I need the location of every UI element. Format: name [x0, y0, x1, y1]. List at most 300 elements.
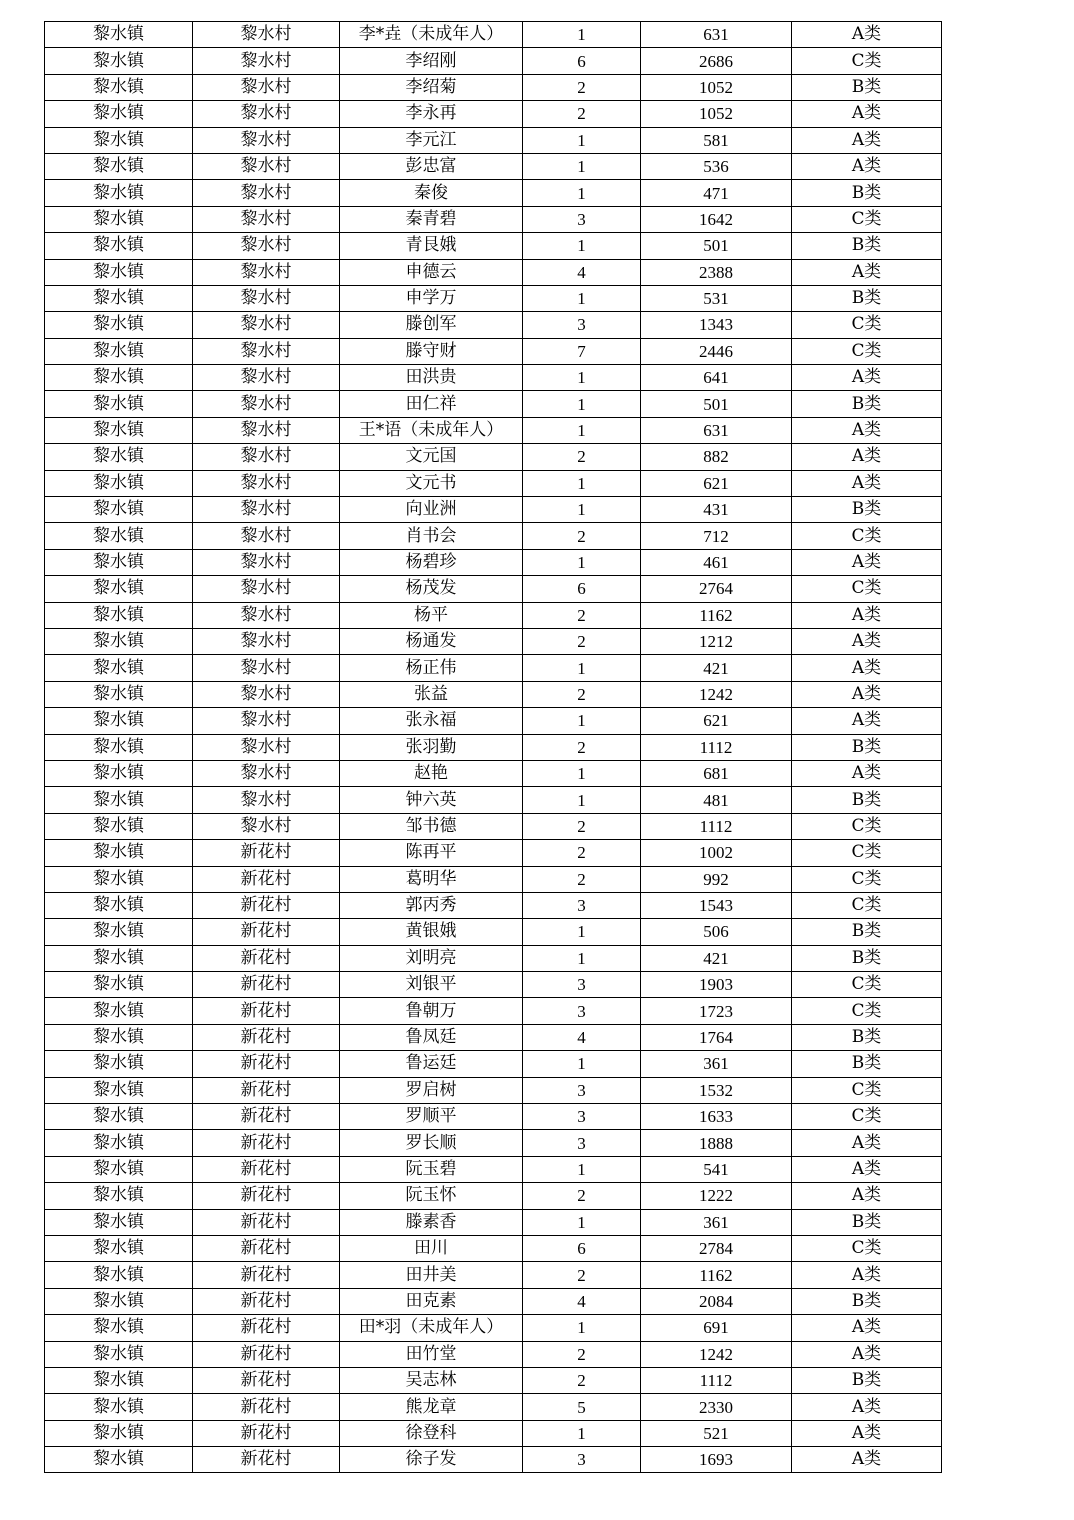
village-cell: 黎水村 [193, 312, 340, 338]
name-cell: 杨碧珍 [340, 549, 523, 575]
town-cell: 黎水镇 [45, 1394, 193, 1420]
amount-cell: 481 [641, 787, 792, 813]
name-cell: 田克素 [340, 1288, 523, 1314]
town-cell: 黎水镇 [45, 1341, 193, 1367]
table-row [45, 760, 942, 786]
village-cell: 黎水村 [193, 101, 340, 127]
amount-cell: 2388 [641, 259, 792, 285]
name-cell: 田洪贵 [340, 365, 523, 391]
name-cell: 张益 [340, 681, 523, 707]
village-cell: 黎水村 [193, 365, 340, 391]
name-cell: 王*语（未成年人） [340, 417, 523, 443]
category-cell: B类 [792, 945, 942, 971]
amount-cell: 631 [641, 417, 792, 443]
category-cell: B类 [792, 285, 942, 311]
amount-cell: 521 [641, 1420, 792, 1446]
name-cell: 申学万 [340, 285, 523, 311]
amount-cell: 471 [641, 180, 792, 206]
household-size-cell: 4 [523, 259, 641, 285]
table-row [45, 1262, 942, 1288]
category-cell: A类 [792, 22, 942, 48]
category-cell: A类 [792, 153, 942, 179]
household-size-cell: 7 [523, 338, 641, 364]
town-cell: 黎水镇 [45, 602, 193, 628]
category-cell: A类 [792, 127, 942, 153]
table-row [45, 1077, 942, 1103]
village-cell: 新花村 [193, 1209, 340, 1235]
table-row [45, 74, 942, 100]
name-cell: 吴志林 [340, 1367, 523, 1393]
table-row [45, 497, 942, 523]
town-cell: 黎水镇 [45, 48, 193, 74]
name-cell: 秦俊 [340, 180, 523, 206]
table-row [45, 945, 942, 971]
category-cell: C类 [792, 312, 942, 338]
town-cell: 黎水镇 [45, 840, 193, 866]
table-row [45, 1209, 942, 1235]
village-cell: 新花村 [193, 866, 340, 892]
household-size-cell: 1 [523, 470, 641, 496]
category-cell: A类 [792, 470, 942, 496]
category-cell: C类 [792, 576, 942, 602]
category-cell: C类 [792, 48, 942, 74]
amount-cell: 2084 [641, 1288, 792, 1314]
town-cell: 黎水镇 [45, 576, 193, 602]
category-cell: A类 [792, 708, 942, 734]
amount-cell: 1764 [641, 1024, 792, 1050]
category-cell: A类 [792, 1183, 942, 1209]
name-cell: 田仁祥 [340, 391, 523, 417]
town-cell: 黎水镇 [45, 866, 193, 892]
table-row [45, 233, 942, 259]
town-cell: 黎水镇 [45, 153, 193, 179]
village-cell: 黎水村 [193, 470, 340, 496]
town-cell: 黎水镇 [45, 1024, 193, 1050]
category-cell: A类 [792, 1315, 942, 1341]
table-row [45, 1130, 942, 1156]
category-cell: B类 [792, 74, 942, 100]
village-cell: 黎水村 [193, 153, 340, 179]
table-row [45, 734, 942, 760]
village-cell: 新花村 [193, 1367, 340, 1393]
town-cell: 黎水镇 [45, 497, 193, 523]
table-row [45, 391, 942, 417]
town-cell: 黎水镇 [45, 312, 193, 338]
name-cell: 阮玉怀 [340, 1183, 523, 1209]
table-row [45, 365, 942, 391]
category-cell: C类 [792, 813, 942, 839]
table-row [45, 892, 942, 918]
category-cell: B类 [792, 497, 942, 523]
village-cell: 黎水村 [193, 576, 340, 602]
category-cell: C类 [792, 1077, 942, 1103]
household-size-cell: 1 [523, 655, 641, 681]
town-cell: 黎水镇 [45, 259, 193, 285]
amount-cell: 536 [641, 153, 792, 179]
name-cell: 鲁运廷 [340, 1051, 523, 1077]
category-cell: A类 [792, 365, 942, 391]
category-cell: A类 [792, 1420, 942, 1446]
amount-cell: 882 [641, 444, 792, 470]
village-cell: 新花村 [193, 1051, 340, 1077]
village-cell: 新花村 [193, 1183, 340, 1209]
category-cell: B类 [792, 233, 942, 259]
household-size-cell: 1 [523, 1209, 641, 1235]
amount-cell: 1112 [641, 813, 792, 839]
table-row [45, 1447, 942, 1473]
household-size-cell: 6 [523, 1235, 641, 1261]
village-cell: 黎水村 [193, 233, 340, 259]
household-size-cell: 2 [523, 523, 641, 549]
town-cell: 黎水镇 [45, 919, 193, 945]
category-cell: B类 [792, 1024, 942, 1050]
household-size-cell: 3 [523, 1077, 641, 1103]
town-cell: 黎水镇 [45, 1104, 193, 1130]
name-cell: 肖书会 [340, 523, 523, 549]
category-cell: B类 [792, 1051, 942, 1077]
household-size-cell: 1 [523, 127, 641, 153]
household-size-cell: 2 [523, 74, 641, 100]
amount-cell: 641 [641, 365, 792, 391]
village-cell: 新花村 [193, 840, 340, 866]
name-cell: 黄银娥 [340, 919, 523, 945]
town-cell: 黎水镇 [45, 1077, 193, 1103]
household-size-cell: 3 [523, 206, 641, 232]
village-cell: 新花村 [193, 1077, 340, 1103]
name-cell: 罗顺平 [340, 1104, 523, 1130]
town-cell: 黎水镇 [45, 681, 193, 707]
amount-cell: 501 [641, 391, 792, 417]
name-cell: 田竹堂 [340, 1341, 523, 1367]
household-size-cell: 1 [523, 1051, 641, 1077]
amount-cell: 1222 [641, 1183, 792, 1209]
name-cell: 葛明华 [340, 866, 523, 892]
amount-cell: 421 [641, 945, 792, 971]
category-cell: B类 [792, 787, 942, 813]
category-cell: A类 [792, 549, 942, 575]
amount-cell: 421 [641, 655, 792, 681]
table-row [45, 1104, 942, 1130]
household-size-cell: 1 [523, 760, 641, 786]
village-cell: 新花村 [193, 1235, 340, 1261]
name-cell: 陈再平 [340, 840, 523, 866]
amount-cell: 2446 [641, 338, 792, 364]
household-size-cell: 1 [523, 787, 641, 813]
household-size-cell: 1 [523, 233, 641, 259]
name-cell: 阮玉碧 [340, 1156, 523, 1182]
name-cell: 徐登科 [340, 1420, 523, 1446]
name-cell: 田*羽（未成年人） [340, 1315, 523, 1341]
name-cell: 李元江 [340, 127, 523, 153]
town-cell: 黎水镇 [45, 22, 193, 48]
amount-cell: 1242 [641, 681, 792, 707]
table-row [45, 1183, 942, 1209]
category-cell: C类 [792, 998, 942, 1024]
category-cell: C类 [792, 338, 942, 364]
amount-cell: 1002 [641, 840, 792, 866]
category-cell: C类 [792, 892, 942, 918]
town-cell: 黎水镇 [45, 787, 193, 813]
name-cell: 郭丙秀 [340, 892, 523, 918]
household-size-cell: 4 [523, 1288, 641, 1314]
town-cell: 黎水镇 [45, 892, 193, 918]
household-size-cell: 4 [523, 1024, 641, 1050]
town-cell: 黎水镇 [45, 444, 193, 470]
category-cell: B类 [792, 180, 942, 206]
village-cell: 黎水村 [193, 787, 340, 813]
town-cell: 黎水镇 [45, 549, 193, 575]
amount-cell: 2330 [641, 1394, 792, 1420]
table-row [45, 787, 942, 813]
table-row [45, 708, 942, 734]
name-cell: 鲁凤廷 [340, 1024, 523, 1050]
table-row [45, 866, 942, 892]
household-size-cell: 2 [523, 813, 641, 839]
category-cell: A类 [792, 444, 942, 470]
category-cell: A类 [792, 1262, 942, 1288]
table-row [45, 48, 942, 74]
town-cell: 黎水镇 [45, 470, 193, 496]
name-cell: 彭忠富 [340, 153, 523, 179]
town-cell: 黎水镇 [45, 998, 193, 1024]
household-size-cell: 1 [523, 919, 641, 945]
town-cell: 黎水镇 [45, 1130, 193, 1156]
household-size-cell: 3 [523, 312, 641, 338]
amount-cell: 621 [641, 470, 792, 496]
household-size-cell: 5 [523, 1394, 641, 1420]
name-cell: 文元书 [340, 470, 523, 496]
table-row [45, 628, 942, 654]
table-row [45, 972, 942, 998]
village-cell: 新花村 [193, 1288, 340, 1314]
town-cell: 黎水镇 [45, 1447, 193, 1473]
name-cell: 田井美 [340, 1262, 523, 1288]
table-row [45, 919, 942, 945]
amount-cell: 461 [641, 549, 792, 575]
table-row [45, 285, 942, 311]
table-row [45, 153, 942, 179]
amount-cell: 506 [641, 919, 792, 945]
village-cell: 黎水村 [193, 259, 340, 285]
household-size-cell: 1 [523, 22, 641, 48]
village-cell: 黎水村 [193, 74, 340, 100]
category-cell: B类 [792, 1288, 942, 1314]
category-cell: A类 [792, 101, 942, 127]
village-cell: 新花村 [193, 945, 340, 971]
name-cell: 秦青碧 [340, 206, 523, 232]
table-row [45, 1341, 942, 1367]
household-size-cell: 2 [523, 444, 641, 470]
household-size-cell: 1 [523, 285, 641, 311]
town-cell: 黎水镇 [45, 1183, 193, 1209]
village-cell: 新花村 [193, 1130, 340, 1156]
town-cell: 黎水镇 [45, 74, 193, 100]
amount-cell: 431 [641, 497, 792, 523]
amount-cell: 1162 [641, 1262, 792, 1288]
table-row [45, 1394, 942, 1420]
town-cell: 黎水镇 [45, 708, 193, 734]
household-size-cell: 1 [523, 1315, 641, 1341]
household-size-cell: 1 [523, 153, 641, 179]
amount-cell: 501 [641, 233, 792, 259]
name-cell: 邹书德 [340, 813, 523, 839]
name-cell: 滕创军 [340, 312, 523, 338]
town-cell: 黎水镇 [45, 127, 193, 153]
name-cell: 熊龙章 [340, 1394, 523, 1420]
amount-cell: 2784 [641, 1235, 792, 1261]
village-cell: 黎水村 [193, 602, 340, 628]
amount-cell: 2764 [641, 576, 792, 602]
amount-cell: 1642 [641, 206, 792, 232]
village-cell: 黎水村 [193, 523, 340, 549]
village-cell: 黎水村 [193, 549, 340, 575]
town-cell: 黎水镇 [45, 338, 193, 364]
household-size-cell: 1 [523, 391, 641, 417]
household-size-cell: 3 [523, 972, 641, 998]
name-cell: 滕守财 [340, 338, 523, 364]
name-cell: 滕素香 [340, 1209, 523, 1235]
table-row [45, 417, 942, 443]
amount-cell: 1693 [641, 1447, 792, 1473]
household-size-cell: 3 [523, 892, 641, 918]
amount-cell: 581 [641, 127, 792, 153]
amount-cell: 691 [641, 1315, 792, 1341]
town-cell: 黎水镇 [45, 1209, 193, 1235]
table-row [45, 206, 942, 232]
category-cell: A类 [792, 628, 942, 654]
town-cell: 黎水镇 [45, 1051, 193, 1077]
village-cell: 黎水村 [193, 497, 340, 523]
name-cell: 徐子发 [340, 1447, 523, 1473]
category-cell: A类 [792, 681, 942, 707]
town-cell: 黎水镇 [45, 1262, 193, 1288]
village-cell: 黎水村 [193, 655, 340, 681]
amount-cell: 1633 [641, 1104, 792, 1130]
name-cell: 文元国 [340, 444, 523, 470]
household-size-cell: 1 [523, 417, 641, 443]
amount-cell: 681 [641, 760, 792, 786]
name-cell: 李*垚（未成年人） [340, 22, 523, 48]
amount-cell: 541 [641, 1156, 792, 1182]
village-cell: 黎水村 [193, 285, 340, 311]
amount-cell: 631 [641, 22, 792, 48]
table-row [45, 813, 942, 839]
town-cell: 黎水镇 [45, 1367, 193, 1393]
name-cell: 申德云 [340, 259, 523, 285]
town-cell: 黎水镇 [45, 233, 193, 259]
table-row [45, 470, 942, 496]
category-cell: C类 [792, 840, 942, 866]
household-size-cell: 1 [523, 1420, 641, 1446]
name-cell: 杨平 [340, 602, 523, 628]
amount-cell: 1052 [641, 101, 792, 127]
household-size-cell: 2 [523, 1183, 641, 1209]
household-size-cell: 3 [523, 1104, 641, 1130]
household-size-cell: 3 [523, 1447, 641, 1473]
town-cell: 黎水镇 [45, 1288, 193, 1314]
category-cell: A类 [792, 1394, 942, 1420]
village-cell: 黎水村 [193, 206, 340, 232]
village-cell: 新花村 [193, 892, 340, 918]
amount-cell: 361 [641, 1209, 792, 1235]
category-cell: B类 [792, 391, 942, 417]
table-row [45, 101, 942, 127]
table-row [45, 549, 942, 575]
category-cell: A类 [792, 1130, 942, 1156]
amount-cell: 1052 [641, 74, 792, 100]
village-cell: 黎水村 [193, 48, 340, 74]
table-row [45, 259, 942, 285]
category-cell: A类 [792, 1341, 942, 1367]
amount-cell: 992 [641, 866, 792, 892]
household-size-cell: 3 [523, 1130, 641, 1156]
household-size-cell: 6 [523, 576, 641, 602]
name-cell: 李绍菊 [340, 74, 523, 100]
town-cell: 黎水镇 [45, 972, 193, 998]
village-cell: 黎水村 [193, 681, 340, 707]
town-cell: 黎水镇 [45, 365, 193, 391]
table-row [45, 998, 942, 1024]
category-cell: C类 [792, 206, 942, 232]
amount-cell: 1543 [641, 892, 792, 918]
household-size-cell: 3 [523, 998, 641, 1024]
table-row [45, 1235, 942, 1261]
household-size-cell: 2 [523, 681, 641, 707]
amount-cell: 712 [641, 523, 792, 549]
amount-cell: 361 [641, 1051, 792, 1077]
household-size-cell: 1 [523, 708, 641, 734]
village-cell: 黎水村 [193, 760, 340, 786]
household-size-cell: 1 [523, 945, 641, 971]
town-cell: 黎水镇 [45, 1420, 193, 1446]
household-size-cell: 1 [523, 180, 641, 206]
household-size-cell: 2 [523, 734, 641, 760]
village-cell: 新花村 [193, 998, 340, 1024]
name-cell: 杨正伟 [340, 655, 523, 681]
table-row [45, 523, 942, 549]
town-cell: 黎水镇 [45, 523, 193, 549]
village-cell: 新花村 [193, 919, 340, 945]
household-size-cell: 1 [523, 497, 641, 523]
table-row [45, 22, 942, 48]
amount-cell: 531 [641, 285, 792, 311]
household-size-cell: 2 [523, 1367, 641, 1393]
name-cell: 杨茂发 [340, 576, 523, 602]
village-cell: 黎水村 [193, 180, 340, 206]
category-cell: A类 [792, 1156, 942, 1182]
table-row [45, 681, 942, 707]
name-cell: 李永再 [340, 101, 523, 127]
table-row [45, 1420, 942, 1446]
household-size-cell: 6 [523, 48, 641, 74]
town-cell: 黎水镇 [45, 101, 193, 127]
village-cell: 新花村 [193, 1341, 340, 1367]
category-cell: A类 [792, 1447, 942, 1473]
name-cell: 刘明亮 [340, 945, 523, 971]
household-size-cell: 1 [523, 1156, 641, 1182]
category-cell: B类 [792, 734, 942, 760]
amount-cell: 1343 [641, 312, 792, 338]
household-size-cell: 2 [523, 866, 641, 892]
table-body [45, 22, 942, 1473]
amount-cell: 1532 [641, 1077, 792, 1103]
category-cell: A类 [792, 259, 942, 285]
amount-cell: 1162 [641, 602, 792, 628]
table-row [45, 180, 942, 206]
village-cell: 新花村 [193, 1420, 340, 1446]
village-cell: 黎水村 [193, 127, 340, 153]
name-cell: 田川 [340, 1235, 523, 1261]
